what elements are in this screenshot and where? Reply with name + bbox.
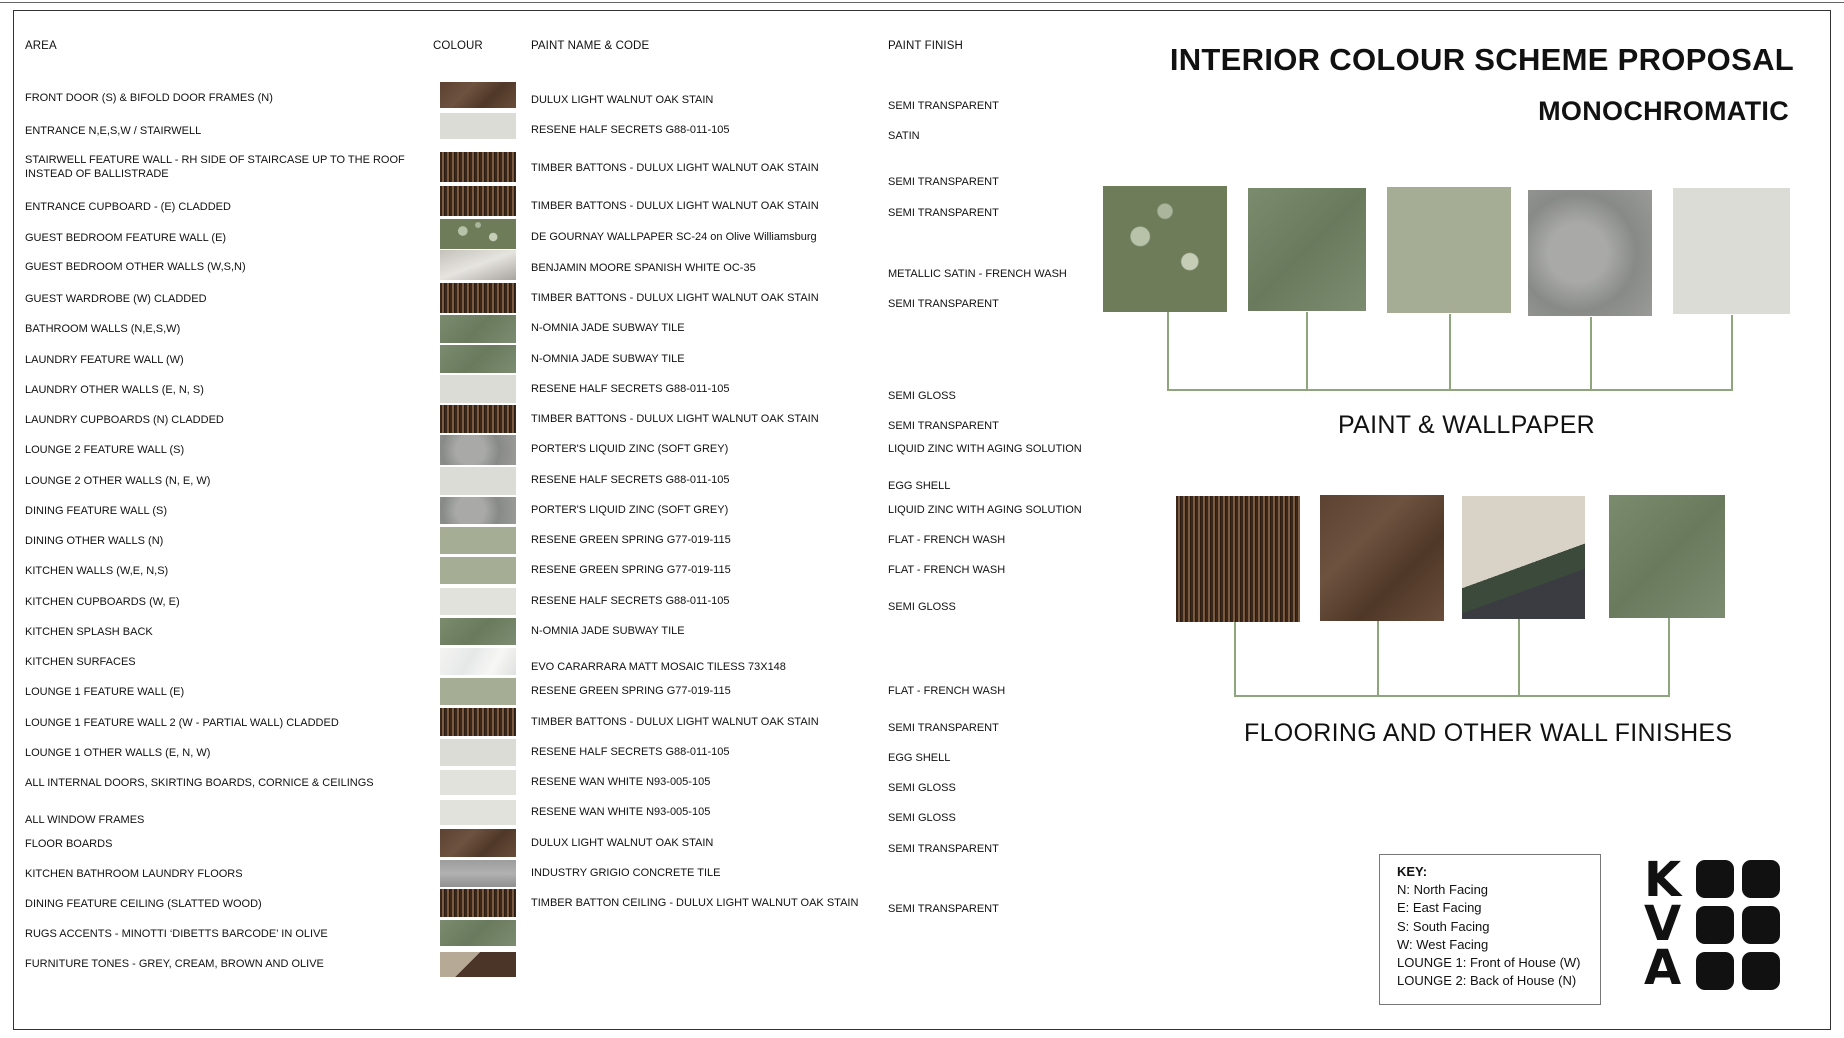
area-cell: DINING FEATURE WALL (S) <box>25 505 167 517</box>
area-cell: GUEST BEDROOM FEATURE WALL (E) <box>25 232 227 244</box>
finish-cell: EGG SHELL <box>888 752 951 764</box>
connector-bar <box>1234 695 1670 697</box>
logo-square <box>1742 952 1780 990</box>
area-cell: KITCHEN BATHROOM LAUNDRY FLOORS <box>25 868 243 880</box>
paint-cell: INDUSTRY GRIGIO CONCRETE TILE <box>531 867 721 879</box>
colour-swatch <box>440 648 516 675</box>
header-colour: COLOUR <box>433 40 483 52</box>
finish-cell: EGG SHELL <box>888 480 951 492</box>
connector-line <box>1518 619 1520 696</box>
logo-square <box>1696 860 1734 898</box>
area-cell: STAIRWELL FEATURE WALL - RH SIDE OF STAIRCASE UP TO THE ROOF INSTEAD OF BALLISTRADE <box>25 154 405 180</box>
finish-cell: FLAT - FRENCH WASH <box>888 685 1006 697</box>
finish-cell: SATIN <box>888 130 920 142</box>
finish-cell: SEMI TRANSPARENT <box>888 722 999 734</box>
area-cell: DINING FEATURE CEILING (SLATTED WOOD) <box>25 898 262 910</box>
connector-line <box>1377 621 1379 696</box>
key-item: LOUNGE 2: Back of House (N) <box>1397 973 1577 989</box>
paint-cell: TIMBER BATTONS - DULUX LIGHT WALNUT OAK STAIN <box>531 292 819 304</box>
key-item: E: East Facing <box>1397 900 1482 916</box>
wallpaper-sample <box>1103 186 1227 312</box>
colour-swatch <box>440 708 516 736</box>
colour-swatch <box>440 82 516 108</box>
area-cell: LOUNGE 1 FEATURE WALL (E) <box>25 686 185 698</box>
area-cell: KITCHEN CUPBOARDS (W, E) <box>25 596 180 608</box>
connector-line <box>1590 317 1592 390</box>
paint-cell: BENJAMIN MOORE SPANISH WHITE OC-35 <box>531 262 756 274</box>
colour-swatch <box>440 889 516 917</box>
area-cell: FURNITURE TONES - GREY, CREAM, BROWN AND OLIVE <box>25 958 324 970</box>
rug-sample <box>1462 496 1585 619</box>
paint-cell: PORTER'S LIQUID ZINC (SOFT GREY) <box>531 443 729 455</box>
finish-cell: LIQUID ZINC WITH AGING SOLUTION <box>888 443 1082 455</box>
colour-swatch <box>440 467 516 495</box>
colour-swatch <box>440 375 516 403</box>
finish-cell: SEMI TRANSPARENT <box>888 420 999 432</box>
paint-cell: RESENE WAN WHITE N93-005-105 <box>531 776 711 788</box>
colour-swatch <box>440 920 516 946</box>
section-title-paint: PAINT & WALLPAPER <box>1338 411 1596 439</box>
colour-swatch <box>440 345 516 373</box>
finish-cell: SEMI GLOSS <box>888 812 956 824</box>
header-paint: PAINT NAME & CODE <box>531 40 650 52</box>
area-cell: LAUNDRY OTHER WALLS (E, N, S) <box>25 384 204 396</box>
logo-letter: V <box>1644 896 1682 952</box>
area-cell: ENTRANCE CUPBOARD - (E) CLADDED <box>25 201 231 213</box>
connector-line <box>1731 315 1733 390</box>
area-cell: DINING OTHER WALLS (N) <box>25 535 164 547</box>
finish-cell: SEMI GLOSS <box>888 782 956 794</box>
finish-cell: SEMI TRANSPARENT <box>888 176 999 188</box>
finish-cell: FLAT - FRENCH WASH <box>888 564 1006 576</box>
area-cell: GUEST BEDROOM OTHER WALLS (W,S,N) <box>25 261 246 273</box>
paint-cell: RESENE GREEN SPRING G77-019-115 <box>531 534 731 546</box>
green-spring-sample <box>1387 187 1511 313</box>
colour-swatch <box>440 315 516 343</box>
paint-cell: TIMBER BATTON CEILING - DULUX LIGHT WALNUT OAK STAIN <box>531 897 859 909</box>
paint-cell: RESENE HALF SECRETS G88-011-105 <box>531 474 730 486</box>
key-item: LOUNGE 1: Front of House (W) <box>1397 955 1581 971</box>
paint-cell: DULUX LIGHT WALNUT OAK STAIN <box>531 837 714 849</box>
colour-swatch <box>440 678 516 705</box>
finish-cell: METALLIC SATIN - FRENCH WASH <box>888 268 1067 280</box>
paint-cell: N-OMNIA JADE SUBWAY TILE <box>531 322 685 334</box>
paint-cell: RESENE GREEN SPRING G77-019-115 <box>531 685 731 697</box>
area-cell: KITCHEN SPLASH BACK <box>25 626 153 638</box>
finish-cell: SEMI TRANSPARENT <box>888 843 999 855</box>
connector-line <box>1449 314 1451 390</box>
area-cell: LOUNGE 2 OTHER WALLS (N, E, W) <box>25 475 211 487</box>
colour-swatch <box>440 739 516 766</box>
subway-tile-sample <box>1248 188 1366 311</box>
logo-square <box>1742 860 1780 898</box>
jade-tile-sample <box>1609 495 1725 618</box>
area-cell: ENTRANCE N,E,S,W / STAIRWELL <box>25 125 202 137</box>
area-cell: FLOOR BOARDS <box>25 838 113 850</box>
area-cell: LAUNDRY CUPBOARDS (N) CLADDED <box>25 414 224 426</box>
colour-swatch <box>440 860 516 887</box>
paint-cell: RESENE HALF SECRETS G88-011-105 <box>531 383 730 395</box>
colour-swatch <box>440 770 516 795</box>
colour-swatch <box>440 618 516 645</box>
finish-cell: SEMI TRANSPARENT <box>888 903 999 915</box>
paint-cell: N-OMNIA JADE SUBWAY TILE <box>531 353 685 365</box>
colour-swatch <box>440 952 516 977</box>
key-item: W: West Facing <box>1397 936 1489 952</box>
header-finish: PAINT FINISH <box>888 40 963 52</box>
key-item: S: South Facing <box>1397 918 1490 934</box>
page-subtitle: MONOCHROMATIC <box>1538 96 1789 126</box>
area-cell: ALL WINDOW FRAMES <box>25 814 145 826</box>
connector-line <box>1234 622 1236 696</box>
area-cell: FRONT DOOR (S) & BIFOLD DOOR FRAMES (N) <box>25 92 273 104</box>
paint-cell: DULUX LIGHT WALNUT OAK STAIN <box>531 94 714 106</box>
finish-cell: LIQUID ZINC WITH AGING SOLUTION <box>888 504 1082 516</box>
finish-cell: SEMI TRANSPARENT <box>888 100 999 112</box>
finish-cell: SEMI GLOSS <box>888 601 956 613</box>
colour-swatch <box>440 152 516 182</box>
connector-bar <box>1167 389 1733 391</box>
paint-cell: EVO CARARRARA MATT MOSAIC TILESS 73X148 <box>531 661 786 673</box>
paint-cell: TIMBER BATTONS - DULUX LIGHT WALNUT OAK STAIN <box>531 162 819 174</box>
colour-swatch <box>440 219 516 249</box>
area-cell: KITCHEN SURFACES <box>25 656 136 668</box>
timber-batten-sample <box>1176 496 1300 622</box>
half-secrets-sample <box>1673 188 1790 314</box>
logo-square <box>1742 906 1780 944</box>
key-title: KEY: <box>1397 864 1428 879</box>
colour-swatch <box>440 527 516 554</box>
area-cell: BATHROOM WALLS (N,E,S,W) <box>25 323 181 335</box>
colour-swatch <box>440 829 516 857</box>
colour-swatch <box>440 113 516 139</box>
area-cell: ALL INTERNAL DOORS, SKIRTING BOARDS, CORNICE & CEILINGS <box>25 777 374 789</box>
finish-cell: FLAT - FRENCH WASH <box>888 534 1006 546</box>
paint-cell: DE GOURNAY WALLPAPER SC-24 on Olive Williamsburg <box>531 231 817 243</box>
colour-swatch <box>440 250 516 280</box>
area-cell: LOUNGE 1 OTHER WALLS (E, N, W) <box>25 747 211 759</box>
area-cell: RUGS ACCENTS - MINOTTI ‘DIBETTS BARCODE’ IN OLIVE <box>25 928 328 940</box>
paint-cell: RESENE HALF SECRETS G88-011-105 <box>531 595 730 607</box>
logo-letter: A <box>1644 940 1682 996</box>
colour-swatch <box>440 588 516 615</box>
page-title: INTERIOR COLOUR SCHEME PROPOSAL <box>1169 42 1794 77</box>
logo-square <box>1696 906 1734 944</box>
paint-cell: TIMBER BATTONS - DULUX LIGHT WALNUT OAK STAIN <box>531 200 819 212</box>
paint-cell: TIMBER BATTONS - DULUX LIGHT WALNUT OAK STAIN <box>531 413 819 425</box>
paint-cell: RESENE GREEN SPRING G77-019-115 <box>531 564 731 576</box>
area-cell: LOUNGE 1 FEATURE WALL 2 (W - PARTIAL WALL) CLADDED <box>25 717 339 729</box>
paint-cell: RESENE WAN WHITE N93-005-105 <box>531 806 711 818</box>
logo-square <box>1696 952 1734 990</box>
finish-cell: SEMI TRANSPARENT <box>888 207 999 219</box>
paint-cell: RESENE HALF SECRETS G88-011-105 <box>531 746 730 758</box>
kva-logo <box>1644 852 1784 998</box>
colour-swatch <box>440 435 516 465</box>
connector-line <box>1668 618 1670 696</box>
colour-swatch <box>440 800 516 825</box>
key-item: N: North Facing <box>1397 882 1489 898</box>
colour-swatch <box>440 186 516 216</box>
connector-line <box>1306 312 1308 390</box>
area-cell: KITCHEN WALLS (W,E, N,S) <box>25 565 169 577</box>
liquid-zinc-sample <box>1528 190 1652 316</box>
area-cell: GUEST WARDROBE (W) CLADDED <box>25 293 207 305</box>
paint-cell: N-OMNIA JADE SUBWAY TILE <box>531 625 685 637</box>
colour-swatch <box>440 405 516 433</box>
paint-cell: PORTER'S LIQUID ZINC (SOFT GREY) <box>531 504 729 516</box>
header-area: AREA <box>25 40 57 52</box>
colour-swatch <box>440 497 516 524</box>
section-title-flooring: FLOORING AND OTHER WALL FINISHES <box>1244 719 1733 747</box>
orientation-key <box>1379 854 1601 1005</box>
area-cell: LOUNGE 2 FEATURE WALL (S) <box>25 444 185 456</box>
area-cell: LAUNDRY FEATURE WALL (W) <box>25 354 184 366</box>
paint-cell: TIMBER BATTONS - DULUX LIGHT WALNUT OAK STAIN <box>531 716 819 728</box>
finish-cell: SEMI TRANSPARENT <box>888 298 999 310</box>
colour-swatch <box>440 283 516 313</box>
logo-letter: K <box>1644 852 1682 908</box>
finish-cell: SEMI GLOSS <box>888 390 956 402</box>
floorboard-sample <box>1320 495 1444 621</box>
paint-cell: RESENE HALF SECRETS G88-011-105 <box>531 124 730 136</box>
colour-swatch <box>440 557 516 584</box>
connector-line <box>1167 312 1169 390</box>
